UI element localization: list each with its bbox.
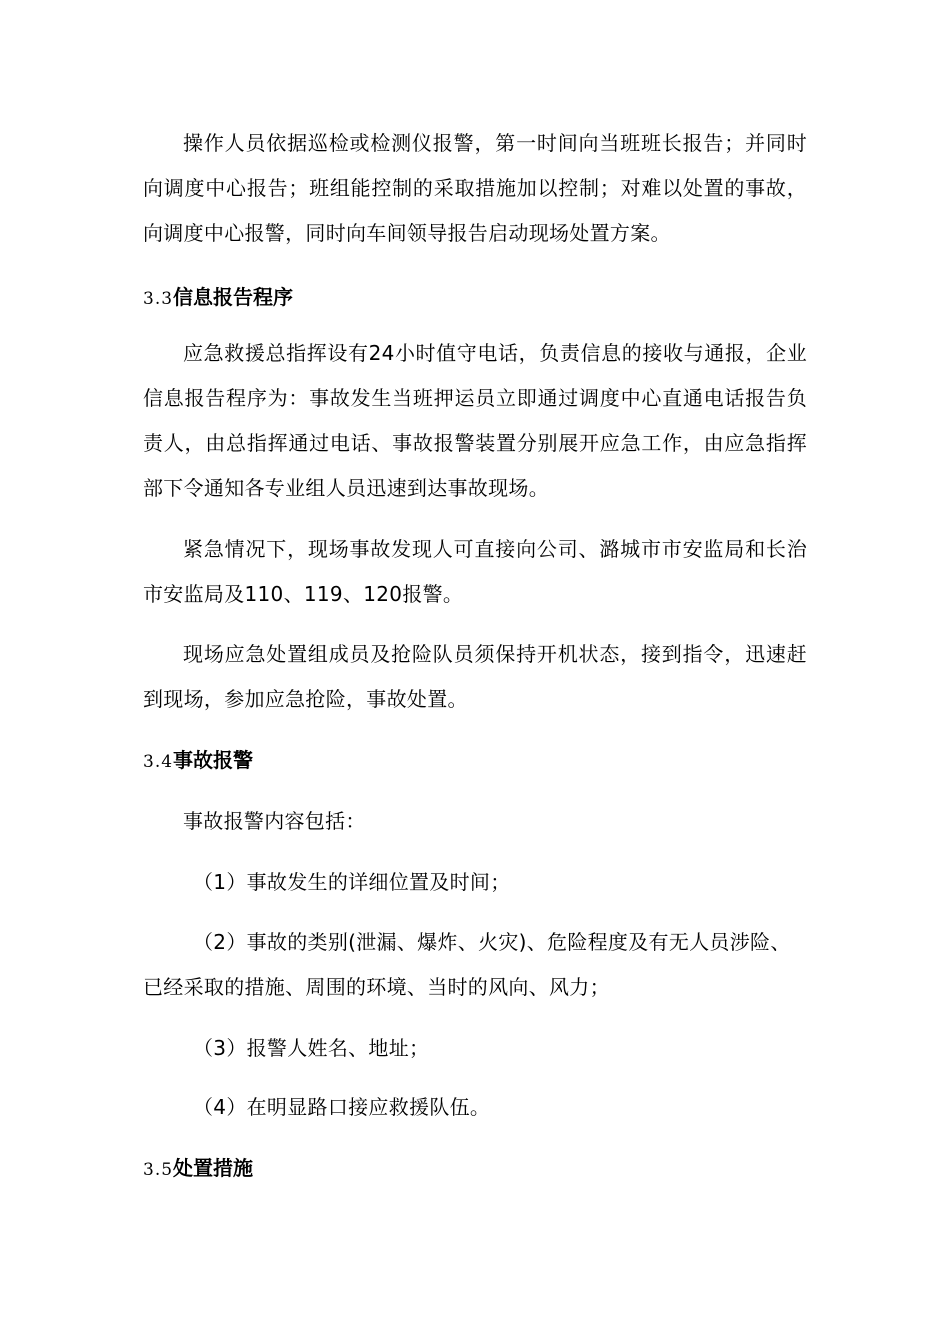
- paragraph-alarm-content-intro: 事故报警内容包括：: [183, 809, 366, 833]
- list-item: （1）事故发生的详细位置及时间；: [193, 870, 511, 894]
- paragraph-info-report-procedure: 应急救援总指挥设有24小时值守电话，负责信息的接收与通报，企业信息报告程序为：事故发生当班押运员立即通过调度中心直通电话报告负责人，由总指挥通过电话、事故报警装置分别展开应急工作，由应急指挥部下令通知各专业组人员迅速到达事故现场。: [143, 341, 807, 500]
- heading-number: 3.3: [143, 289, 174, 309]
- list-item: （3）报警人姓名、地址；: [193, 1036, 430, 1060]
- paragraph-emergency-contact: 紧急情况下，现场事故发现人可直接向公司、潞城市市安监局和长治市安监局及110、119、120报警。: [143, 537, 807, 606]
- heading-3-3: [143, 282, 293, 314]
- heading-3-4: [143, 745, 253, 777]
- list-item: （2）事故的类别(泄漏、爆炸、火灾)、危险程度及有无人员涉险、已经采取的措施、周围的环境、当时的风向、风力；: [143, 930, 791, 999]
- paragraph-operator-report: 操作人员依据巡检或检测仪报警，第一时间向当班班长报告；并同时向调度中心报告；班组能控制的采取措施加以控制；对难以处置的事故，向调度中心报警，同时向车间领导报告启动现场处置方案。: [143, 131, 807, 245]
- heading-3-5: [143, 1153, 253, 1185]
- heading-text: 处置措施: [173, 1156, 254, 1180]
- list-item: （4）在明显路口接应救援队伍。: [193, 1095, 491, 1119]
- heading-text: 事故报警: [173, 748, 254, 772]
- paragraph-standby-status: 现场应急处置组成员及抢险队员须保持开机状态，接到指令，迅速赶到现场，参加应急抢险，事故处置。: [143, 642, 807, 711]
- heading-number: 3.4: [143, 752, 174, 772]
- heading-number: 3.5: [143, 1160, 174, 1180]
- heading-text: 信息报告程序: [173, 285, 294, 309]
